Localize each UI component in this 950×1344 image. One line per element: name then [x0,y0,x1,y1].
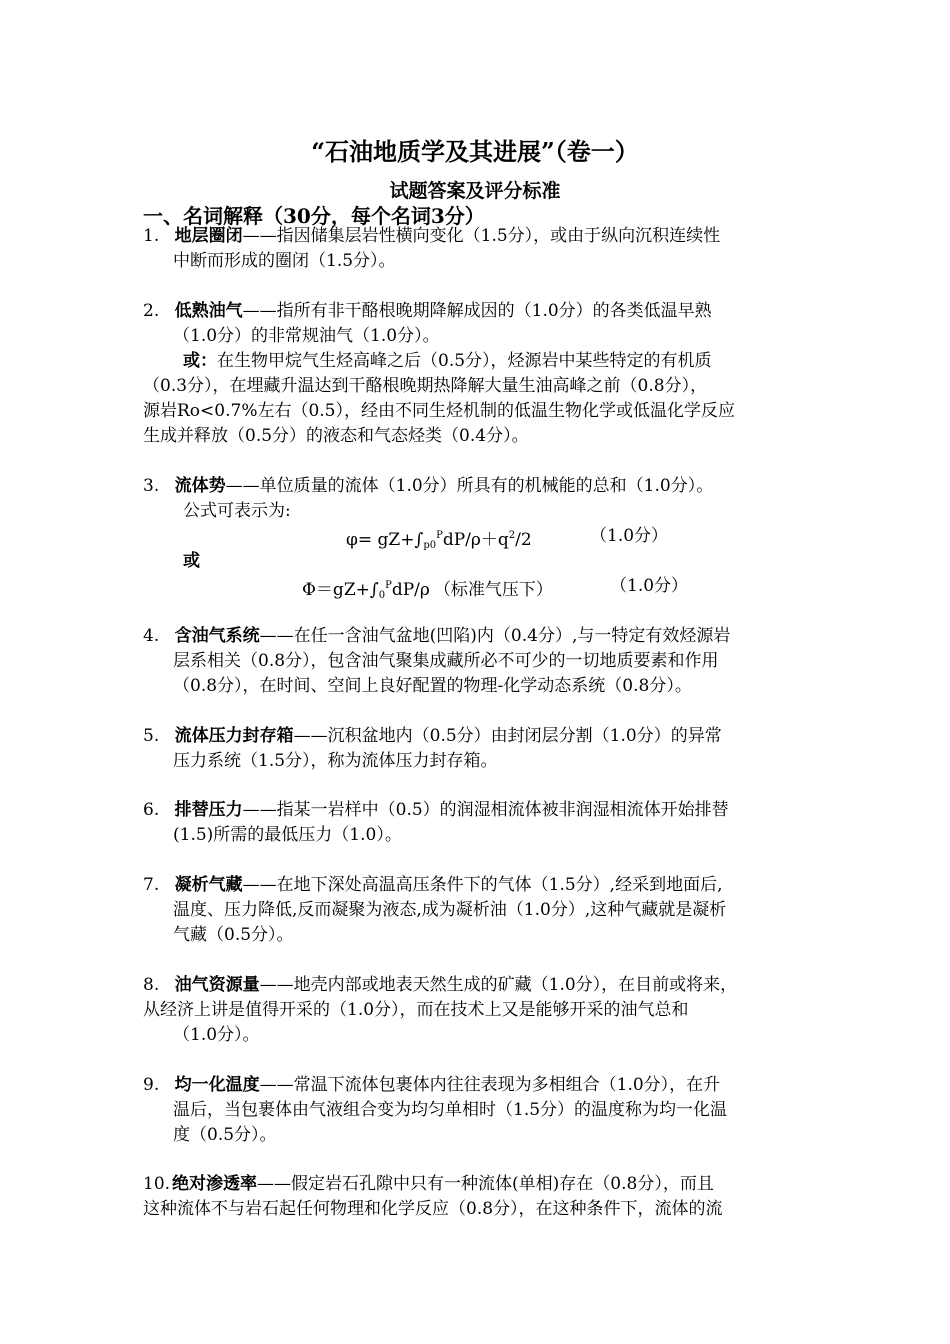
document-title: “石油地质学及其进展”（卷一） [311,137,639,166]
item-text: 气藏（0.5分）。 [173,925,294,945]
item-8-first-line [143,973,737,997]
item-term: 均一化温度 [174,1075,260,1095]
item-alt-line [183,349,712,373]
item-text: 中断而形成的圈闭（1.5分）。 [173,251,396,271]
item-text: （1.0分）的非常规油气（1.0分）。 [173,326,440,346]
item-text: ——指所有非干酪根晚期降解成因的（1.0分）的各类低温早熟 [242,301,712,321]
item-number: 7. [143,875,160,895]
item-term: 油气资源量 [174,975,260,995]
item-term: 流体压力封存箱 [174,726,294,746]
formula-1: $\varphi= gZ+\int_{p0}^PdP/\rho+q^2/2$ [346,530,532,551]
item-text: ——假定岩石孔隙中只有一种流体(单相)存在（0.8分），而且 [257,1174,714,1194]
item-number: 10. [143,1174,171,1194]
item-text: 从经济上讲是值得开采的（1.0分），而在技术上又是能够开采的油气总和 [143,1000,689,1020]
item-text: 层系相关（0.8分），包含油气聚集成藏所必不可少的一切地质要素和作用 [173,651,719,671]
item-text: ——常温下流体包裹体内往往表现为多相组合（1.0分），在升 [259,1075,721,1095]
item-4-first-line [143,624,730,648]
item-text: 温后，当包裹体由气液组合变为均匀单相时（1.5分）的温度称为均一化温 [173,1100,728,1120]
item-term: 绝对渗透率 [172,1174,258,1194]
item-term: 地层圈闭 [174,226,243,246]
item-text: ——指因储集层岩性横向变化（1.5分），或由于纵向沉积连续性 [242,226,721,246]
item-text: 生成并释放（0.5分）的液态和气态烃类（0.4分）。 [143,426,529,446]
item-number: 5. [143,726,160,746]
item-text: (1.5)所需的最低压力（1.0）。 [173,825,402,845]
item-9-first-line [143,1073,720,1097]
item-text: 公式可表示为: [183,501,291,521]
item-1-first-line [143,224,720,248]
item-text: 温度、压力降低,反而凝聚为液态,成为凝析油（1.0分）,这种气藏就是凝析 [173,900,727,920]
item-term: 凝析气藏 [174,875,243,895]
formula-1-score: （1.0分） [590,526,669,546]
item-text: 度（0.5分）。 [173,1125,277,1145]
item-5-first-line [143,724,722,748]
item-2-first-line [143,299,712,323]
document-subtitle: 试题答案及评分标准 [389,180,561,202]
item-text: ——在任一含油气盆地(凹陷)内（0.4分）,与一特定有效烃源岩 [259,626,731,646]
item-number: 3. [143,476,160,496]
item-text: ——沉积盆地内（0.5分）由封闭层分割（1.0分）的异常 [293,726,722,746]
item-3-first-line [143,474,713,498]
item-number: 2. [143,301,160,321]
formula-note: （标准气压下） [433,580,553,600]
item-number: 1. [143,226,160,246]
item-alt-label: 或： [183,351,217,371]
item-term: 低熟油气 [174,301,243,321]
formula-2: $\Phi=gZ+\int_0^PdP/\rho$ （标准气压下） [302,580,553,601]
item-term: 含油气系统 [174,626,260,646]
item-number: 8. [143,975,160,995]
item-number: 4. [143,626,160,646]
item-text: 在生物甲烷气生烃高峰之后（0.5分），烃源岩中某些特定的有机质 [217,351,712,371]
item-term: 流体势 [174,476,226,496]
item-text: ——在地下深处高温高压条件下的气体（1.5分）,经采到地面后, [242,875,723,895]
item-number: 9. [143,1075,160,1095]
item-text: （1.0分）。 [173,1025,260,1045]
item-term: 排替压力 [174,800,243,820]
item-text: ——单位质量的流体（1.0分）所具有的机械能的总和（1.0分）。 [225,476,714,496]
integral-sign: ∫ [369,580,379,600]
item-text: （0.3分），在埋藏升温达到干酪根晚期热降解大量生油高峰之前（0.8分）， [143,376,708,396]
item-text: 压力系统（1.5分），称为流体压力封存箱。 [173,751,498,771]
item-text: 源岩Ro<0.7%左右（0.5），经由不同生烃机制的低温生物化学或低温化学反应 [143,401,736,421]
item-text: ——地壳内部或地表天然生成的矿藏（1.0分），在目前或将来， [259,975,738,995]
section-heading: 一、名词解释（30分，每个名词3分） [143,204,485,228]
item-number: 6. [143,800,160,820]
formula-2-score: （1.0分） [610,576,689,596]
item-text: 这种流体不与岩石起任何物理和化学反应（0.8分），在这种条件下，流体的流 [143,1199,723,1219]
item-alt-label: 或 [183,551,200,571]
item-text: （0.8分），在时间、空间上良好配置的物理-化学动态系统（0.8分）。 [173,676,692,696]
item-10-first-line [143,1172,714,1196]
item-text: ——指某一岩样中（0.5）的润湿相流体被非润湿相流体开始排替 [242,800,729,820]
item-6-first-line [143,798,729,822]
integral-sign: ∫ [414,530,424,550]
item-7-first-line [143,873,722,897]
